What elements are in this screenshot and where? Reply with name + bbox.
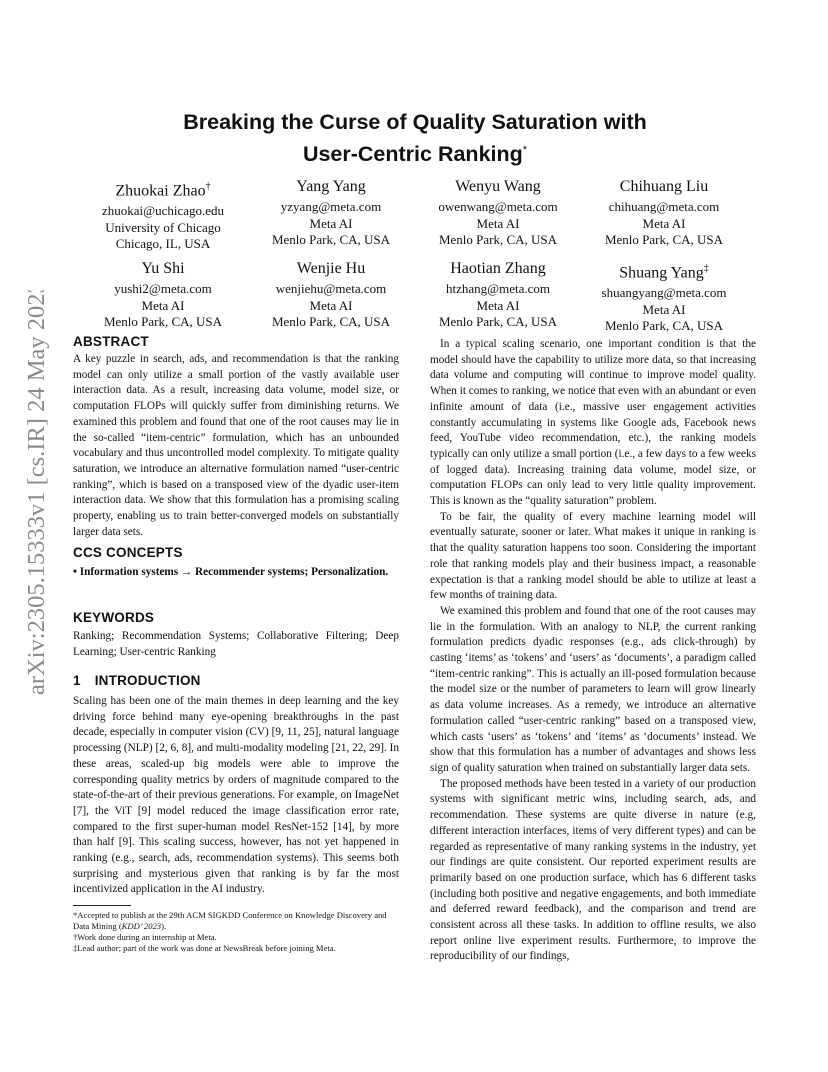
author-block [579, 177, 749, 249]
paper-title [120, 108, 710, 168]
author-affiliation: Meta AI [642, 301, 686, 317]
author-affiliation: University of Chicago [105, 219, 221, 235]
keywords-heading: KEYWORDS [73, 610, 155, 625]
arxiv-stamp-text: arXiv:2305.15333v1 [cs.IR] 24 May 2023 [23, 290, 50, 695]
author-block [78, 177, 248, 253]
author-name: Wenjie Hu [296, 260, 366, 277]
author-email: chihuang@meta.com [608, 199, 720, 214]
footnote-2: †Work done during an internship at Meta. [73, 932, 217, 942]
author-affiliation: Meta AI [642, 215, 686, 231]
author-location: Menlo Park, CA, USA [604, 232, 724, 247]
author-location: Chicago, IL, USA [115, 236, 211, 252]
author-email: wenjiehu@meta.com [275, 281, 387, 296]
author-location: Menlo Park, CA, USA [271, 314, 391, 329]
author-location: Menlo Park, CA, USA [438, 314, 558, 329]
author-affiliation: Meta AI [141, 297, 185, 313]
author-name: Haotian Zhang [450, 260, 546, 277]
author-name: Zhuokai Zhao [115, 182, 206, 200]
paragraph: To be fair, the quality of every machine learning model will eventually saturate, sooner or later. What makes it unique in ranking is that the quality saturation happens too soon. Considering the important role that ranking models play and their business impact, a reasonable expectation is that a ranking model should be able to utilize at least a few months of training data. [430, 510, 756, 602]
author-location: Menlo Park, CA, USA [271, 232, 391, 247]
ccs-heading: CCS CONCEPTS [73, 545, 183, 560]
title-line-1: Breaking the Curse of Quality Saturation with [183, 110, 647, 134]
author-name: Wenyu Wang [455, 178, 541, 195]
intro-heading [73, 673, 201, 688]
author-block [413, 177, 583, 249]
author-location: Menlo Park, CA, USA [604, 318, 724, 334]
paragraph: The proposed methods have been tested in a variety of our production systems with significant metric wins, including search, ads, and recommendation. These systems are quite diverse in nature (e.g, different interaction interfaces, items of very different types) and can be regarded as representative of many ranking systems in the industry, yet our findings are quite consistent. Our reported experiment results are primarily based on one production surface, which has 6 different tasks (including both positive and negative engagements, and both immediate and deferred reward feedback), and the comparison and trend are consistent across all these tasks. In addition to offline results, we also report online live experiment results. Furthermore, to improve the reproducibility of our findings, [430, 777, 756, 963]
author-affiliation: Meta AI [309, 215, 353, 231]
author-block [78, 259, 248, 331]
author-email: yushi2@meta.com [114, 281, 212, 296]
author-name: Yang Yang [296, 178, 366, 195]
author-block [579, 259, 749, 335]
paragraph: We examined this problem and found that one of the root causes may lie in the formulation. With an analogy to NLP, the current ranking formulation predicts dyadic responses (e.g., ads click-through) by casting ‘items’ as ‘tokens’ and ‘users’ as ‘documents’, a paradigm called “item-centric ranking”. This is actually an ill-posed formulation because the model size or the number of parameters to learn will grow linearly as data volume increases. As a remedy, we introduce an alternative formulation called “user-centric ranking” based on a transposed view, which casts ‘users’ as ‘tokens’ and ‘items’ as ‘documents’ instead. We show that this formulation has a number of advantages and shows less sign of quality saturation when trained on substantially larger data sets. [430, 604, 756, 774]
author-email: yzyang@meta.com [280, 199, 382, 214]
author-affiliation: Meta AI [476, 215, 520, 231]
author-mark: † [205, 181, 211, 192]
footnote-1: *Accepted to publish at the 29th ACM SIGKDD Conference on Knowledge Discovery and Data Mining (KDD’ 2023). [73, 910, 387, 931]
author-name: Yu Shi [141, 260, 185, 277]
author-location: Menlo Park, CA, USA [103, 314, 223, 329]
author-email: htzhang@meta.com [445, 281, 551, 296]
author-affiliation: Meta AI [309, 297, 353, 313]
section-title: INTRODUCTION [94, 673, 201, 688]
paragraph: In a typical scaling scenario, one important condition is that the model should have the capability to utilize more data, so that increasing data volume and computing will continue to improve model quality. When it comes to ranking, we notice that even with an abundant or even infinite amount of data (i.e., massive user engagement activities constantly accumulating in systems like Google ads, Facebook news feed, YouTube video recommendation, etc.), the ranking models typically can only utilize a small portion (i.e., a few days to a few weeks of logged data). Increasing training data volume, model size, or computation FLOPs can only lead to very little quality improvement. This is known as the “quality saturation” problem. [430, 338, 756, 508]
intro-text: Scaling has been one of the main themes in deep learning and the key driving force behind many eye-opening breakthroughs in the past decade, especially in computer vision (CV) [9, 11, 25], natural language processing (NLP) [2, 6, 8], and multi-modality modeling [21, 22, 29]. In these areas, scaled-up big models were able to improve the corresponding quality metrics by orders of magnitude compared to the state-of-the-art of their previous generations. For example, on ImageNet [7], the ViT [9] model reduced the image classification error rate, compared to the first super-human model ResNet-152 [14], by more than half [9]. This scaling success, however, has not yet happened in ranking (e.g., search, ads, recommendation systems). This seems both surprising and mysterious given that ranking is by far the most incentivized application in the AI industry. [73, 695, 399, 896]
author-block [246, 177, 416, 249]
ccs-text: • Information systems → Recommender systems; Personalization. [73, 566, 389, 578]
author-mark: ‡ [703, 263, 709, 274]
author-email: zhuokai@uchicago.edu [101, 203, 225, 219]
author-location: Menlo Park, CA, USA [438, 232, 558, 247]
author-email: owenwang@meta.com [438, 199, 558, 214]
author-email: shuangyang@meta.com [601, 285, 727, 301]
abstract-text: A key puzzle in search, ads, and recommendation is that the ranking model can only utilize a small portion of the vastly available user interaction data. As a result, increasing data volume, model size, or computation FLOPs will quickly suffer from diminishing returns. We examined this problem and found that one of the root causes may lie in the so-called “item-centric” formulation, which has an unbounded vocabulary and thus uncontrolled model complexity. To mitigate quality saturation, we introduce an alternative formulation named “user-centric ranking”, which is based on a transposed view of the dyadic user-item interaction data. We show that this formulation has a promising scaling property, enabling us to train better-converged models on substantially larger data sets. [73, 353, 399, 538]
footnote-rule [73, 905, 131, 906]
keywords-text: Ranking; Recommendation Systems; Collaborative Filtering; Deep Learning; User-centric Ranking [73, 630, 399, 658]
title-line-2: User-Centric Ranking* [302, 142, 528, 167]
author-name: Chihuang Liu [619, 178, 709, 195]
footnotes [73, 910, 399, 954]
author-affiliation: Meta AI [476, 297, 520, 313]
author-block [413, 259, 583, 331]
footnote-venue: KDD’ 2023 [121, 921, 162, 931]
author-block [246, 259, 416, 331]
right-column [430, 337, 756, 965]
author-name: Shuang Yang [619, 264, 704, 282]
arxiv-stamp [10, 290, 54, 710]
title-footnote-mark: * [522, 144, 528, 156]
section-number: 1 [73, 673, 81, 688]
abstract-heading: ABSTRACT [73, 334, 149, 349]
footnote-3: ‡Lead author; part of the work was done at NewsBreak before joining Meta. [73, 943, 336, 953]
